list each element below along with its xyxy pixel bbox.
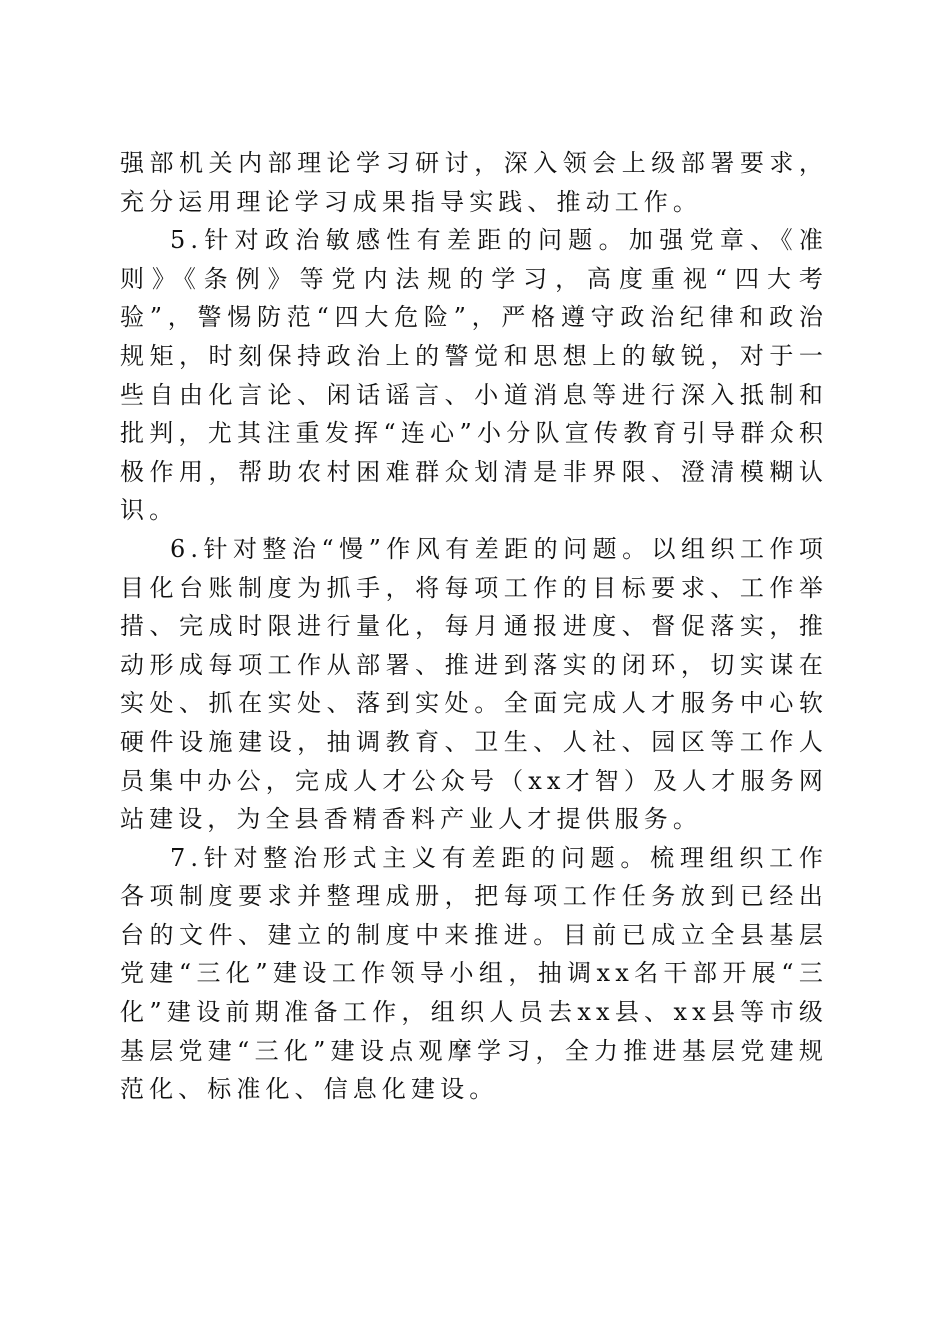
paragraph-continuation: 强部机关内部理论学习研讨，深入领会上级部署要求，充分运用理论学习成果指导实践、推动工作。	[120, 149, 828, 216]
document-body	[120, 144, 828, 1109]
paragraph-item-7: 7.针对整治形式主义有差距的问题。梳理组织工作各项制度要求并整理成册，把每项工作任务放到已经出台的文件、建立的制度中来推进。目前已成立全县基层党建“三化”建设工作领导小组，抽调xx名干部开展“三化”建设前期准备工作，组织人员去xx县、xx县等市级基层党建“三化”建设点观摩学习，全力推进基层党建规范化、标准化、信息化建设。	[120, 843, 828, 1104]
paragraph-item-5: 5.针对政治敏感性有差距的问题。加强党章、《准则》《条例》等党内法规的学习，高度重视“四大考验”，警惕防范“四大危险”，严格遵守政治纪律和政治规矩，时刻保持政治上的警觉和思想上的敏锐，对于一些自由化言论、闲话谣言、小道消息等进行深入抵制和批判，尤其注重发挥“连心”小分队宣传教育引导群众积极作用，帮助农村困难群众划清是非界限、澄清模糊认识。	[120, 226, 828, 525]
paragraph-item-6: 6.针对整治“慢”作风有差距的问题。以组织工作项目化台账制度为抓手，将每项工作的目标要求、工作举措、完成时限进行量化，每月通报进度、督促落实，推动形成每项工作从部署、推进到落实的闭环，切实谋在实处、抓在实处、落到实处。全面完成人才服务中心软硬件设施建设，抽调教育、卫生、人社、园区等工作人员集中办公，完成人才公众号（xx才智）及人才服务网站建设，为全县香精香料产业人才提供服务。	[120, 534, 828, 834]
